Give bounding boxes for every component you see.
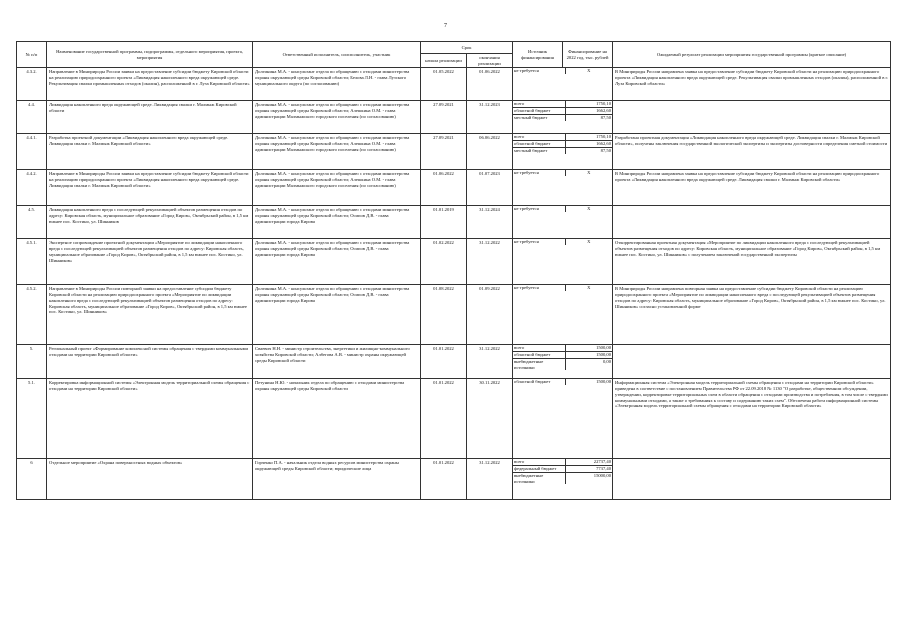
financing-source: всего: [513, 459, 565, 465]
financing-row: [513, 466, 612, 473]
financing-source: не требуется: [513, 170, 565, 176]
table-row: [17, 206, 891, 239]
cell-responsible: Сваевич Н.Н. - министр строительства, энергетики и жилищно-коммунального хозяйства Кировской области; Албегова А.В. - министр охраны окружающей среды Кировской области: [253, 345, 421, 379]
cell-result: [613, 459, 891, 500]
cell-num: 4.3.2.: [17, 68, 47, 101]
cell-num: 4.5.2.: [17, 285, 47, 345]
financing-row: [513, 239, 612, 245]
financing-source: всего: [513, 101, 565, 107]
financing-source: всего: [513, 345, 565, 351]
cell-responsible: Долгинина М.А. - консультант отдела по обращению с отходами министерства охраны окружающей среды Кировской области; Алешкина О.М. - глава администрации Малмыжского городского поселения (по согласованию): [253, 134, 421, 170]
financing-row: [513, 114, 612, 120]
cell-start: 01.01.2022: [421, 459, 467, 500]
table-row: [17, 134, 891, 170]
cell-financing: [513, 68, 613, 101]
financing-source: не требуется: [513, 206, 565, 212]
cell-end: 31.12.2022: [467, 239, 513, 285]
cell-start: 27.09.2021: [421, 134, 467, 170]
header-term: Срок: [421, 42, 513, 54]
cell-name: Региональный проект «Формирование комплексной системы обращения с твердыми коммунальными отходами на территории Кировской области»: [47, 345, 253, 379]
financing-source: федеральный бюджет: [513, 466, 565, 473]
cell-responsible: Горченко П.А. - начальник отдела водных ресурсов министерства охраны окружающей среды Кировской области; юридические лица: [253, 459, 421, 500]
financing-source: всего: [513, 134, 565, 140]
financing-source: внебюджетные источники: [513, 472, 565, 484]
cell-name: Направление в Минприроды России заявки на предоставление субсидии бюджету Кировской области на реализацию природоохранного проекта «Ликвидация накопленного вреда окружающей среде. Рекультивация свалки промышленных отходов (окалин), расположенной в г. Луза Кировской области»: [47, 68, 253, 101]
cell-end: 31.12.2023: [467, 101, 513, 134]
cell-result: Разработана проектная документация «Ликвидация накопленного вреда окружающей среде. Ликвидация свалки г. Малмыж Кировской области», получены заключения государственной экологической экспертизы и экспертизы достоверности определения сметной стоимости: [613, 134, 891, 170]
financing-row: [513, 206, 612, 212]
header-name: Наименование государственной программы, подпрограммы, отдельного мероприятия, проекта, мероприятия: [47, 42, 253, 68]
cell-start: 01.05.2022: [421, 68, 467, 101]
cell-end: 31.12.2022: [467, 345, 513, 379]
financing-source: областной бюджет: [513, 141, 565, 148]
cell-end: 31.12.2022: [467, 459, 513, 500]
cell-end: 31.12.2024: [467, 206, 513, 239]
financing-amount: 1500,00: [565, 352, 612, 359]
cell-responsible: Долгинина М.А. - консультант отдела по обращению с отходами министерства охраны окружающей среды Кировской области; Осипов Д.В. - глава администрации города Кирова: [253, 285, 421, 345]
cell-end: 01.07.2023: [467, 170, 513, 206]
table-row: [17, 170, 891, 206]
program-table: [16, 41, 891, 500]
financing-table: [513, 134, 612, 153]
cell-num: 4.4.1.: [17, 134, 47, 170]
cell-financing: [513, 345, 613, 379]
cell-financing: [513, 239, 613, 285]
table-row: [17, 345, 891, 379]
table-row: [17, 239, 891, 285]
cell-result: [613, 101, 891, 134]
financing-row: [513, 358, 612, 370]
cell-end: 01.06.2022: [467, 68, 513, 101]
cell-name: Разработка проектной документации «Ликвидация накопленного вреда окружающей среде. Ликвидация свалки г. Малмыж Кировской области»: [47, 134, 253, 170]
financing-amount: X: [587, 285, 591, 291]
cell-responsible: Петунина Н.Ю. - начальник отдела по обращению с отходами министерства охраны окружающей среды Кировской области: [253, 379, 421, 459]
financing-row: [513, 68, 612, 74]
header-num: № п/п: [17, 42, 47, 68]
financing-source: не требуется: [513, 68, 565, 74]
cell-result: Откорректированная проектная документация «Мероприятие по ликвидации накопленного вреда с последующей рекультивацией объектов размещения отходов по адресу: Кировская область, муниципальное образование «Город Киров», Октябрьский район, в 1,5 км южнее пос. Костино, ул. Шинников» с получением заключений государственной экспертизы: [613, 239, 891, 285]
table-row: [17, 285, 891, 345]
financing-table: [513, 101, 612, 120]
cell-end: 01.09.2022: [467, 285, 513, 345]
cell-result: В Минприроды России направлена повторная заявка на предоставление субсидии бюджету Кировской области на реализацию природоохранного проекта «Мероприятие по ликвидации накопленного вреда с последующей рекультивацией объектов размещения отходов по адресу: Кировская область, муниципальное образование «Город Киров», Октябрьский район, в 1,5 км южнее пос. Костино, ул. Шинников» согласно установленной форме: [613, 285, 891, 345]
financing-table: [513, 379, 612, 385]
cell-num: 5.: [17, 345, 47, 379]
financing-row: [513, 379, 612, 385]
financing-table: [513, 345, 612, 370]
cell-financing: [513, 101, 613, 134]
cell-name: Корректировка информационной системы «Электронная модель территориальной схемы обращения с отходами на территории Кировской области»: [47, 379, 253, 459]
header-result: Ожидаемый результат реализации мероприятия государственной программы (краткое описание): [613, 42, 891, 68]
financing-source: местный бюджет: [513, 147, 565, 153]
cell-start: 01.01.2022: [421, 345, 467, 379]
cell-start: 01.08.2022: [421, 285, 467, 345]
financing-row: [513, 141, 612, 148]
financing-table: [513, 459, 612, 484]
cell-end: 06.06.2022: [467, 134, 513, 170]
financing-source: внебюджетные источники: [513, 358, 565, 370]
financing-row: [513, 170, 612, 176]
cell-name: Направление в Минприроды России заявки на предоставление субсидии бюджету Кировской области на реализацию природоохранного проекта «Ликвидация накопленного вреда окружающей среде. Ликвидация свалки г. Малмыж Кировской области»: [47, 170, 253, 206]
financing-amount: 22737,40: [593, 459, 612, 465]
financing-table: [513, 206, 612, 212]
cell-financing: [513, 285, 613, 345]
financing-amount: 1750,10: [596, 101, 612, 107]
financing-amount: 87,50: [565, 114, 612, 120]
financing-source: областной бюджет: [513, 352, 565, 359]
cell-name: Ликвидация накопленного вреда с последующей рекультивацией объектов размещения отходов по адресу: Кировская область, муниципальное образование «Город Киров», Октябрьский район, в 1,5 км южнее пос. Костино, ул. Шинников: [47, 206, 253, 239]
financing-amount: 1662,60: [565, 141, 612, 148]
financing-table: [513, 170, 612, 176]
cell-result: [613, 345, 891, 379]
table-row: [17, 459, 891, 500]
table-row: [17, 101, 891, 134]
cell-num: 4.5.: [17, 206, 47, 239]
cell-responsible: Долгинина М.А. - консультант отдела по обращению с отходами министерства охраны окружающей среды Кировской области; Белова Л.Н. - глава Лузского муниципального округа (по согласованию): [253, 68, 421, 101]
header-source: Источник финансирования: [513, 42, 563, 68]
financing-amount: 15000,00: [565, 472, 612, 484]
table-row: [17, 379, 891, 459]
financing-row: [513, 147, 612, 153]
cell-name: Отдельное мероприятие «Охрана поверхностных водных объектов»: [47, 459, 253, 500]
cell-num: 5.1.: [17, 379, 47, 459]
financing-amount: 0,00: [565, 358, 612, 370]
cell-name: Ликвидация накопленного вреда окружающей среде. Ликвидация свалки г. Малмыж Кировской области: [47, 101, 253, 134]
cell-name: Направление в Минприроды России повторной заявки на предоставление субсидии бюджету Кировской области на реализацию природоохранного проекта «Мероприятие по ликвидации накопленного вреда с последующей рекультивацией объектов размещения отходов по адресу: Кировская область, муниципальное образование «Город Киров», Октябрьский район, в 1,5 км южнее пос. Костино, ул. Шинников»: [47, 285, 253, 345]
financing-amount: 1500,00: [596, 345, 612, 351]
financing-source: не требуется: [513, 239, 565, 245]
cell-financing: [513, 206, 613, 239]
cell-result: [613, 206, 891, 239]
cell-responsible: Долгинина М.А. - консультант отдела по обращению с отходами министерства охраны окружающей среды Кировской области; Осипов Д.В. - глава администрации города Кирова: [253, 206, 421, 239]
cell-end: 30.11.2022: [467, 379, 513, 459]
header-start: начала реализации: [421, 54, 467, 68]
header-funding: Финансирование на 2022 год, тыс. рублей: [563, 42, 613, 68]
table-body: [17, 68, 891, 500]
header-end: окончания реализации: [467, 54, 513, 68]
financing-amount: 1662,60: [565, 108, 612, 115]
financing-amount: X: [587, 170, 591, 176]
cell-responsible: Долгинина М.А. - консультант отдела по обращению с отходами министерства охраны окружающей среды Кировской области; Алешкина О.М. - глава администрации Малмыжского городского поселения (по согласованию): [253, 170, 421, 206]
cell-financing: [513, 379, 613, 459]
financing-amount: X: [587, 206, 591, 212]
cell-num: 4.5.1.: [17, 239, 47, 285]
financing-row: [513, 108, 612, 115]
financing-row: [513, 352, 612, 359]
page-number: 7: [444, 23, 447, 29]
cell-financing: [513, 459, 613, 500]
financing-source: не требуется: [513, 285, 565, 291]
financing-row: [513, 472, 612, 484]
financing-source: областной бюджет: [513, 108, 565, 115]
financing-amount: X: [587, 68, 591, 74]
cell-num: 4.4.: [17, 101, 47, 134]
cell-start: 01.02.2022: [421, 239, 467, 285]
cell-responsible: Долгинина М.А. - консультант отдела по обращению с отходами министерства охраны окружающей среды Кировской области; Осипов Д.В. - глава администрации города Кирова: [253, 239, 421, 285]
cell-responsible: Долгинина М.А. - консультант отдела по обращению с отходами министерства охраны окружающей среды Кировской области; Алешкина О.М. - глава администрации Малмыжского городского поселения (по согласованию): [253, 101, 421, 134]
table-row: [17, 68, 891, 101]
cell-financing: [513, 134, 613, 170]
cell-start: 27.09.2021: [421, 101, 467, 134]
financing-table: [513, 239, 612, 245]
cell-start: 01.06.2022: [421, 170, 467, 206]
financing-source: областной бюджет: [513, 379, 565, 385]
cell-start: 01.01.2019: [421, 206, 467, 239]
cell-start: 01.01.2022: [421, 379, 467, 459]
cell-result: Информационная система «Электронная модель территориальной схемы обращения с отходами на территории Кировской области» приведена в соответствие с постановлением Правительства РФ от 22.09.2018 № 1130 "О разработке, общественном обсуждении, утверждении, корректировке территориальных схем в области обращения с отходами производства и потребления, в том числе с твердыми коммунальными отходами, а также о требованиях к составу и содержанию таких схем". Обеспечена работа информационной системы «Электронная модель территориальной схемы обращения с отходами на территории Кировской области»: [613, 379, 891, 459]
cell-name: Экспертное сопровождение проектной документации «Мероприятие по ликвидации накопленного вреда с последующей рекультивацией объектов размещения отходов по адресу: Кировская область, муниципальное образование «Город Киров», Октябрьский район, в 1,5 км южнее пос. Костино, ул. Шинников»: [47, 239, 253, 285]
financing-source: местный бюджет: [513, 114, 565, 120]
financing-row: [513, 285, 612, 291]
financing-amount: 1750,10: [596, 134, 612, 140]
financing-table: [513, 68, 612, 74]
financing-amount: 1500,00: [596, 379, 612, 385]
cell-financing: [513, 170, 613, 206]
financing-table: [513, 285, 612, 291]
financing-amount: 87,50: [565, 147, 612, 153]
financing-amount: X: [587, 239, 591, 245]
cell-result: В Минприроды России направлена заявка на предоставление субсидии бюджету Кировской области на реализацию природоохранного проекта «Ликвидация накопленного вреда окружающей среде. Ликвидация свалки г. Малмыж Кировской области»: [613, 170, 891, 206]
cell-num: 4.4.2.: [17, 170, 47, 206]
header-responsible: Ответственный исполнитель, соисполнитель, участник: [253, 42, 421, 68]
financing-amount: 7737,40: [565, 466, 612, 473]
cell-result: В Минприроды России направлена заявка на предоставление субсидии бюджету Кировской области на реализацию природоохранного проекта «Ликвидация накопленного вреда окружающей среде. Рекультивация свалки промышленных отходов (окалин), расположенной в г. Луза Кировской области»: [613, 68, 891, 101]
cell-num: 6: [17, 459, 47, 500]
